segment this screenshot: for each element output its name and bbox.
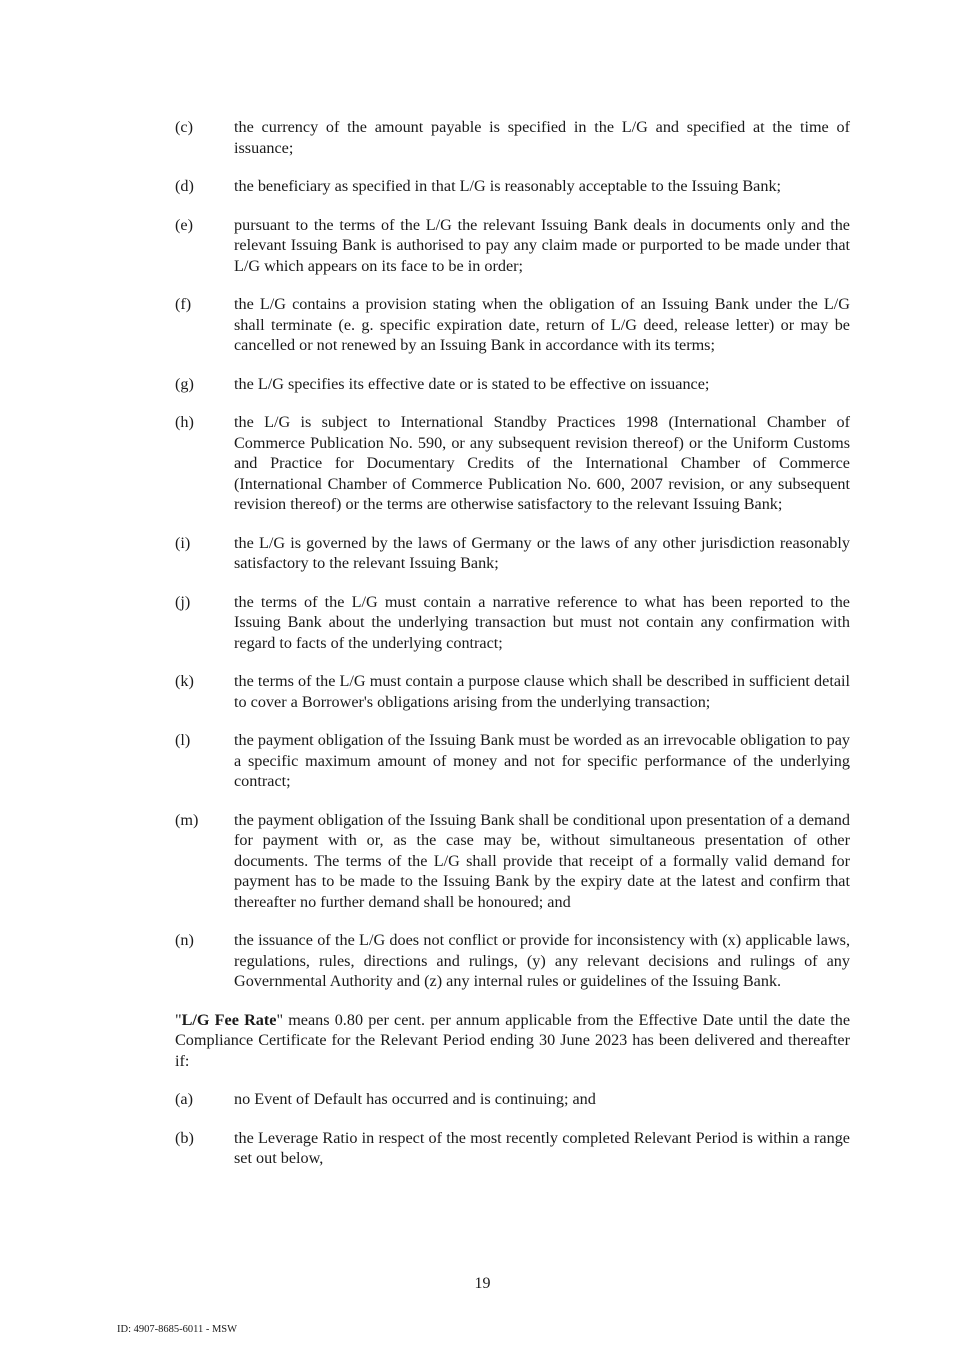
document-id: ID: 4907-8685-6011 - MSW xyxy=(117,1324,238,1335)
item-label: (e) xyxy=(175,215,193,234)
item-text: the payment obligation of the Issuing Bank must be worded as an irrevocable obligation to pay a specific maximum amount of money and not for specific performance of the underlying contract; xyxy=(234,731,850,790)
definition-paragraph xyxy=(175,1010,850,1072)
item-text: the issuance of the L/G does not conflict or provide for inconsistency with (x) applicable laws, regulations, rules, directions and rulings, (y) any relevant decisions and rulings of any Governmental Authority and (z) any internal rules or guidelines of the Issuing Bank. xyxy=(234,931,850,990)
item-text: the Leverage Ratio in respect of the most recently completed Relevant Period is within a range set out below, xyxy=(234,1128,850,1167)
close-quote: " xyxy=(276,1010,284,1029)
item-text: the terms of the L/G must contain a purpose clause which shall be described in sufficient detail to cover a Borrower's obligations arising from the underlying transaction; xyxy=(234,672,850,711)
item-label: (h) xyxy=(175,413,194,431)
definition-text: means 0.80 per cent. per annum applicable from the Effective Date until the date the Compliance Certificate for the Relevant Period ending 30 June 2023 has been delivered and thereafter if: xyxy=(175,1010,850,1070)
item-label: (m) xyxy=(175,810,199,829)
item-text: no Event of Default has occurred and is continuing; and xyxy=(234,1090,596,1108)
list-item xyxy=(175,176,850,197)
open-quote: " xyxy=(175,1010,182,1029)
list-item xyxy=(175,671,850,712)
item-label: (l) xyxy=(175,731,191,749)
item-text: the currency of the amount payable is specified in the L/G and specified at the time of issuance; xyxy=(234,118,850,157)
item-text: the payment obligation of the Issuing Bank shall be conditional upon presentation of a demand for payment with or, as the case may be, without simultaneous presentation of other documents. The terms of the L/G shall provide that receipt of a formally valid demand for payment has to be made to the Issuing Bank by the expiry date at the latest and confirm that thereafter no further demand shall be honoured; and xyxy=(234,810,850,911)
item-text: the L/G is governed by the laws of Germany or the laws of any other jurisdiction reasonably satisfactory to the relevant Issuing Bank; xyxy=(234,533,850,572)
document-body xyxy=(175,117,850,1187)
item-text: pursuant to the terms of the L/G the relevant Issuing Bank deals in documents only and the relevant Issuing Bank is authorised to pay any claim made or purported to be made under that L/G which appears on its face to be in order; xyxy=(234,215,850,275)
list-item xyxy=(175,1089,850,1110)
item-text: the L/G contains a provision stating when the obligation of an Issuing Bank under the L/G shall terminate (e. g. specific expiration date, return of L/G deed, release letter) or may be cancelled or not renewed by an Issuing Bank in accordance with its terms; xyxy=(234,295,850,354)
item-label: (n) xyxy=(175,931,194,949)
list-item xyxy=(175,215,850,277)
item-label: (c) xyxy=(175,118,193,136)
page-number: 19 xyxy=(474,1275,491,1292)
item-text: the terms of the L/G must contain a narrative reference to what has been reported to the Issuing Bank about the underlying transaction but must not contain any confirmation with regard to facts of the underlying contract; xyxy=(234,592,850,652)
item-label: (j) xyxy=(175,592,191,611)
list-item xyxy=(175,117,850,158)
list-item xyxy=(175,294,850,356)
item-text: the L/G is subject to International Standby Practices 1998 (International Chamber of Commerce Publication No. 590, or any subsequent revision thereof) or the Uniform Customs and Practice for Documentary Credits of the International Chamber of Commerce (International Chamber of Commerce Publication No. 600, 2007 revision, or any subsequent revision thereof) or the terms are otherwise satisfactory to the relevant Issuing Bank; xyxy=(234,413,850,513)
list-item xyxy=(175,412,850,515)
item-label: (k) xyxy=(175,672,194,690)
item-label: (b) xyxy=(175,1128,194,1147)
item-label: (i) xyxy=(175,533,191,552)
item-label: (g) xyxy=(175,374,194,393)
list-item xyxy=(175,374,850,395)
item-label: (d) xyxy=(175,177,194,195)
list-item xyxy=(175,592,850,654)
list-item xyxy=(175,930,850,992)
list-item xyxy=(175,730,850,792)
item-label: (f) xyxy=(175,295,192,313)
list-item xyxy=(175,810,850,913)
list-item xyxy=(175,1128,850,1169)
item-text: the L/G specifies its effective date or is stated to be effective on issuance; xyxy=(234,374,710,393)
item-label: (a) xyxy=(175,1090,193,1108)
item-text: the beneficiary as specified in that L/G is reasonably acceptable to the Issuing Bank; xyxy=(234,177,782,195)
list-item xyxy=(175,533,850,574)
defined-term: L/G Fee Rate xyxy=(181,1010,277,1029)
